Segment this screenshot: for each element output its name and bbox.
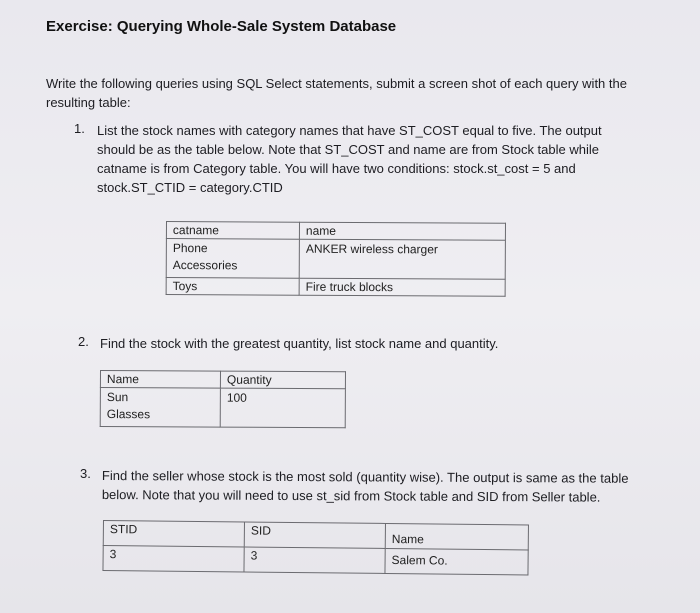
table-cell: Toys — [166, 278, 299, 296]
table-cell — [166, 239, 299, 279]
table-row — [103, 546, 528, 575]
question-line: below. Note that you will need to use st_sid from Stock table and SID from Seller table. — [101, 486, 601, 505]
question-3-text — [102, 466, 629, 507]
cell-value: ANKER wireless charger — [305, 241, 438, 257]
cell-value: Accessories — [172, 258, 238, 273]
table-header-cell: catname — [166, 222, 299, 240]
table-row — [166, 239, 505, 280]
question-2-text — [100, 334, 498, 353]
table-row — [100, 388, 345, 428]
intro-text — [46, 74, 627, 112]
table-cell — [299, 239, 505, 279]
question-line: catname is from Category table. You will have two conditions: stock.st_cost = 5 and — [97, 161, 576, 176]
table-header-cell: Quantity — [220, 371, 345, 389]
intro-line: resulting table: — [46, 95, 131, 110]
table-header-row — [166, 222, 505, 241]
result-table-3 — [102, 520, 529, 575]
table-header-cell: Name — [100, 371, 220, 389]
table-row — [166, 278, 505, 297]
cell-value: Sun — [106, 390, 129, 405]
cell-value: 100 — [226, 390, 247, 405]
table-header-cell: SID — [244, 522, 385, 548]
table-header-cell: name — [299, 222, 505, 240]
question-2-number: 2. — [78, 334, 89, 349]
question-3-number: 3. — [80, 466, 91, 481]
question-line: Find the seller whose stock is the most sold (quantity wise). The output is same as the table — [101, 467, 629, 486]
cell-value: Phone — [172, 241, 208, 256]
cell-value: Glasses — [106, 407, 151, 422]
table-header-row — [100, 371, 345, 389]
exercise-title: Exercise: Querying Whole-Sale System Database — [46, 18, 397, 35]
intro-line: Write the following queries using SQL Select statements, submit a screen shot of each query with the — [46, 76, 627, 91]
question-line: stock.ST_CTID = category.CTID — [97, 180, 283, 195]
table-cell: 3 — [103, 546, 244, 572]
question-1-text — [97, 121, 602, 197]
result-table-1 — [166, 221, 506, 297]
table-cell — [220, 388, 345, 428]
table-cell: 3 — [244, 547, 385, 573]
table-cell: Fire truck blocks — [299, 278, 505, 296]
table-header-cell: STID — [103, 521, 244, 547]
table-cell: Salem Co. — [385, 548, 528, 574]
result-table-2 — [100, 370, 346, 428]
question-1-number: 1. — [74, 121, 85, 136]
table-header-cell: Name — [385, 523, 528, 549]
table-cell — [100, 388, 220, 428]
question-line: List the stock names with category names that have ST_COST equal to five. The output — [97, 123, 602, 138]
question-line: Find the stock with the greatest quantity, list stock name and quantity. — [100, 336, 499, 351]
question-line: should be as the table below. Note that ST_COST and name are from Stock table while — [97, 142, 599, 157]
